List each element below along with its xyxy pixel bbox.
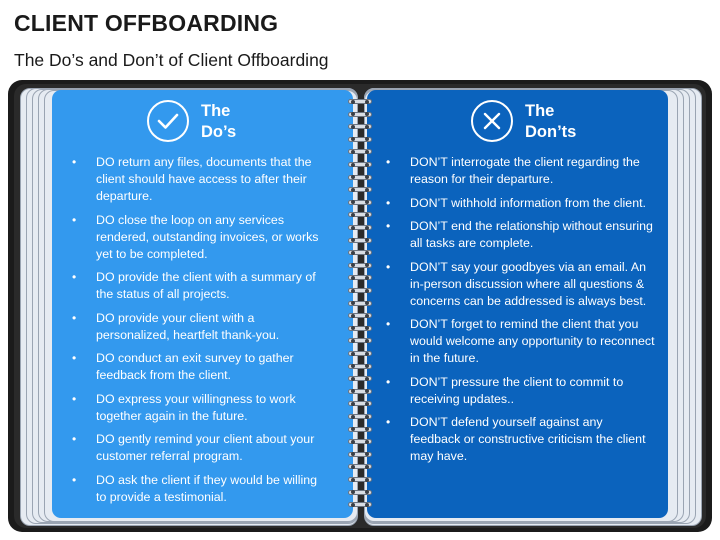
spiral-ring xyxy=(348,427,372,433)
spiral-ring xyxy=(348,175,372,181)
checkmark-icon xyxy=(147,100,189,142)
list-item: • DON’T forget to remind the client that you would welcome any opportunity to reconnect in the future. xyxy=(410,316,656,367)
donts-list xyxy=(410,154,656,472)
spiral-ring xyxy=(348,490,372,496)
spiral-ring xyxy=(348,351,372,357)
dos-heading xyxy=(201,101,236,143)
spiral-ring xyxy=(348,477,372,483)
spiral-ring xyxy=(348,338,372,344)
list-item: • DO provide the client with a summary of the status of all projects. xyxy=(96,269,324,303)
spiral-ring xyxy=(348,301,372,307)
dos-heading-line2: Do’s xyxy=(201,123,237,141)
list-item: • DON’T withhold information from the client. xyxy=(410,195,656,212)
list-item: • DON’T pressure the client to commit to receiving updates.. xyxy=(410,374,656,408)
page-subtitle: The Do’s and Don’t of Client Offboarding xyxy=(14,50,329,70)
spiral-ring xyxy=(348,275,372,281)
spiral-ring xyxy=(348,364,372,370)
list-item: • DO provide your client with a personalized, heartfelt thank-you. xyxy=(96,310,324,344)
page-title: CLIENT OFFBOARDING xyxy=(14,10,279,36)
spiral-ring xyxy=(348,238,372,244)
dos-list xyxy=(96,154,324,512)
list-item: • DON’T defend yourself against any feedback or constructive criticism the client may have. xyxy=(410,414,656,465)
list-item: • DO ask the client if they would be willing to provide a testimonial. xyxy=(96,472,324,506)
spiral-ring xyxy=(348,389,372,395)
list-item: • DO close the loop on any services rendered, outstanding invoices, or works yet to be completed. xyxy=(96,212,324,263)
spiral-ring xyxy=(348,326,372,332)
spiral-ring xyxy=(348,137,372,143)
spiral-ring xyxy=(348,250,372,256)
spiral-ring xyxy=(348,288,372,294)
spiral-ring xyxy=(348,464,372,470)
dos-heading-line1: The xyxy=(201,102,231,120)
spiral-ring xyxy=(348,502,372,508)
spiral-ring xyxy=(348,99,372,105)
spiral-ring xyxy=(348,401,372,407)
donts-heading-line1: The xyxy=(525,102,555,120)
list-item: • DO express your willingness to work together again in the future. xyxy=(96,391,324,425)
spiral-ring xyxy=(348,149,372,155)
spiral-ring xyxy=(348,263,372,269)
spiral-ring xyxy=(348,313,372,319)
spiral-ring xyxy=(348,124,372,130)
cross-icon xyxy=(471,100,513,142)
spiral-ring xyxy=(348,439,372,445)
donts-heading-line2: Don’ts xyxy=(525,123,577,141)
spiral-ring xyxy=(348,162,372,168)
spiral-ring xyxy=(348,414,372,420)
spiral-ring xyxy=(348,452,372,458)
list-item: • DO return any files, documents that the client should have access to after their departure. xyxy=(96,154,324,205)
spiral-ring xyxy=(348,112,372,118)
list-item: • DO gently remind your client about your customer referral program. xyxy=(96,431,324,465)
list-item: • DON’T say your goodbyes via an email. An in-person discussion where all questions & concerns can be addressed is always best. xyxy=(410,259,656,310)
spiral-ring xyxy=(348,200,372,206)
donts-heading xyxy=(525,101,576,143)
list-item: • DON’T interrogate the client regarding the reason for their departure. xyxy=(410,154,656,188)
spiral-ring xyxy=(348,225,372,231)
spiral-ring xyxy=(348,212,372,218)
spiral-ring xyxy=(348,376,372,382)
list-item: • DON’T end the relationship without ensuring all tasks are complete. xyxy=(410,218,656,252)
list-item: • DO conduct an exit survey to gather feedback from the client. xyxy=(96,350,324,384)
spiral-ring xyxy=(348,187,372,193)
